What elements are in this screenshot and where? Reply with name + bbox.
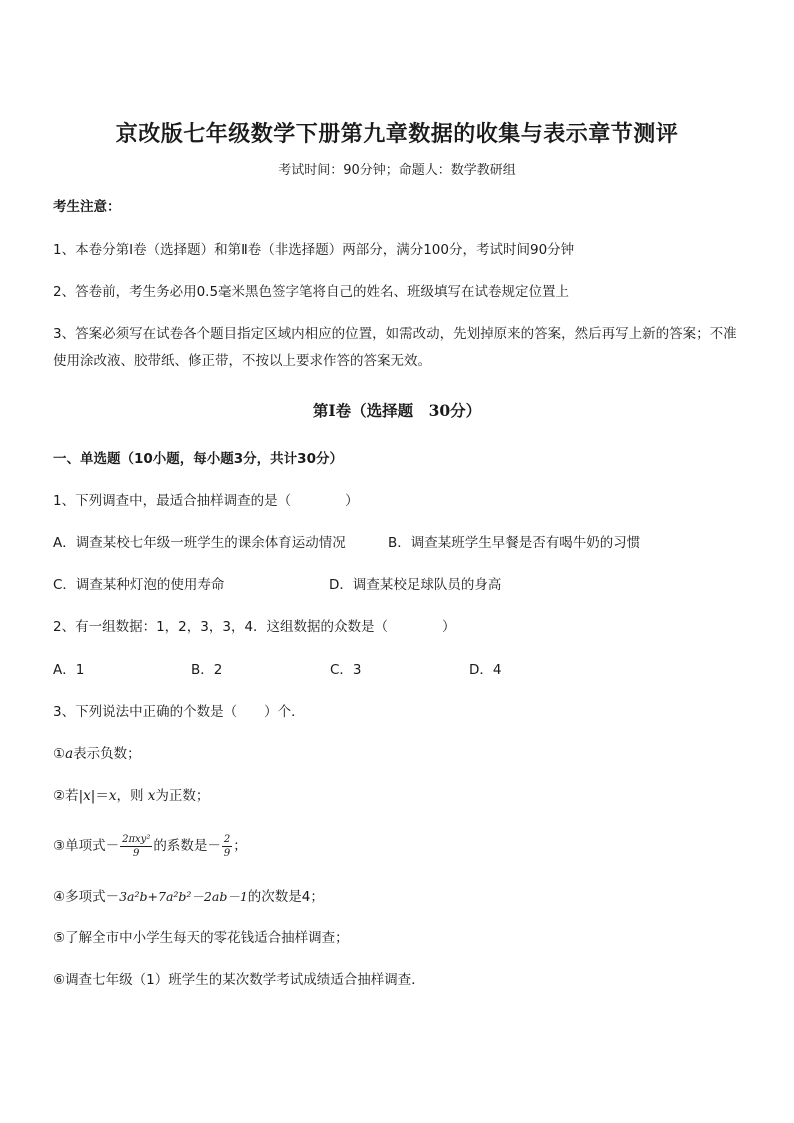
option-b[interactable]: B．调查某班学生早餐是否有喝牛奶的习惯 — [388, 535, 641, 551]
option-c[interactable]: C．调查某种灯泡的使用寿命 — [53, 577, 225, 593]
notice-heading: 考生注意： — [53, 199, 121, 215]
question-1-stem: 1、下列调查中，最适合抽样调查的是（ ） — [53, 493, 359, 509]
statement-5: ⑤了解全市中小学生每天的零花钱适合抽样调查； — [53, 930, 349, 946]
option-d[interactable]: D．调查某校足球队员的身高 — [329, 577, 502, 593]
page-title: 京改版七年级数学下册第九章数据的收集与表示章节测评 — [115, 121, 679, 147]
notice-item-3: 3、答案必须写在试卷各个题目指定区域内相应的位置，如需改动，先划掉原来的答案，然后再写上新的答案；不准使用涂改液、胶带纸、修正带，不按以上要求作答的答案无效。 — [53, 326, 737, 369]
exam-info: 考试时间：90分钟；命题人：数学教研组 — [278, 163, 516, 178]
statement-3: ③单项式－ $\frac{\text{2πxy²}}{9}$ 的系数是－ $\frac{2}{9}$ ； — [53, 833, 247, 859]
question-2-stem: 2、有一组数据：1，2，3，3，4．这组数据的众数是（ ） — [53, 619, 456, 635]
question-3-stem: 3、下列说法中正确的个数是（ ）个． — [53, 704, 305, 720]
part-title: 第Ⅰ卷（选择题 30分） — [312, 401, 482, 420]
question-1-options-row-2 — [53, 572, 753, 599]
question-1-options-row-1 — [53, 530, 753, 557]
option-d[interactable]: D．4 — [469, 662, 502, 678]
statement-6: ⑥调查七年级（1）班学生的某次数学考试成绩适合抽样调查． — [53, 972, 425, 988]
fraction-coefficient: $\frac{2}{9}$ — [223, 833, 231, 859]
statement-2: ②若|x|＝x，则 x为正数； — [53, 788, 210, 804]
option-b[interactable]: B．2 — [191, 662, 223, 678]
notice-item-2: 2、答卷前，考生务必用0.5毫米黑色签字笔将自己的姓名、班级填写在试卷规定位置上 — [53, 284, 570, 300]
statement-1: ①a表示负数； — [53, 746, 141, 762]
option-c[interactable]: C．3 — [330, 662, 362, 678]
option-a[interactable]: A．1 — [53, 662, 85, 678]
statement-4: ④多项式－3a²b+7a²b²－2ab－1的次数是4； — [53, 889, 324, 905]
option-a[interactable]: A．调查某校七年级一班学生的课余体育运动情况 — [53, 535, 346, 551]
notice-item-1: 1、本卷分第Ⅰ卷（选择题）和第Ⅱ卷（非选择题）两部分，满分100分，考试时间90分钟 — [53, 242, 575, 258]
question-2-options — [53, 657, 753, 684]
fraction-monomial: $\frac{\text{2πxy²}}{9}$ — [122, 833, 151, 859]
section-title: 一、单选题（10小题，每小题3分，共计30分） — [53, 451, 343, 467]
